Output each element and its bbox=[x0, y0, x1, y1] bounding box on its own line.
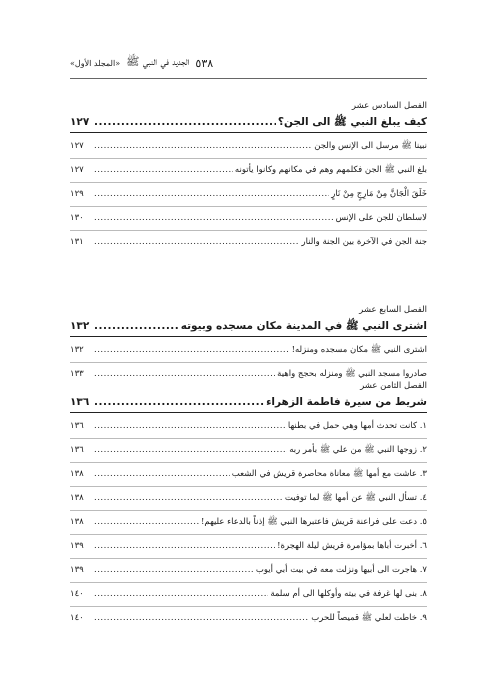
toc-entry-text: صادروا مسجد النبي ﷺ ومنزله بحجج واهية bbox=[277, 369, 427, 379]
toc-entry-text: ٧. هاجرت الى أبيها ونزلت معه في بيت أبي أيوب bbox=[255, 565, 427, 575]
toc-entry-page: ١٣١ bbox=[70, 237, 84, 247]
toc-entry-text: ٩. خاطت لعلي ﷺ قميصاً للحرب bbox=[311, 613, 427, 623]
dot-leader bbox=[94, 415, 286, 438]
dot-leader bbox=[94, 535, 275, 558]
dot-leader bbox=[94, 135, 312, 158]
dot-leader bbox=[94, 607, 309, 630]
toc-entry-page: ١٣٦ bbox=[70, 445, 84, 455]
toc-entry[interactable] bbox=[70, 207, 427, 231]
chapter-title[interactable] bbox=[70, 317, 427, 336]
toc-entry[interactable] bbox=[70, 135, 427, 159]
toc-entry-text: ٢. زوجها النبي ﷺ من علي ﷺ بأمر ربه bbox=[289, 445, 427, 455]
toc-entry-page: ١٢٧ bbox=[70, 141, 84, 151]
dot-leader bbox=[94, 487, 283, 510]
toc-entry[interactable] bbox=[70, 583, 427, 607]
toc-entry-page: ١٣٨ bbox=[70, 469, 84, 479]
header-book-title: الجديد في النبي ﷺ bbox=[126, 55, 190, 68]
dot-leader bbox=[94, 207, 334, 230]
toc-entry[interactable] bbox=[70, 183, 427, 207]
dot-leader bbox=[94, 113, 276, 132]
toc-entry-page: ١٤٠ bbox=[70, 613, 84, 623]
chapter-title-text: كيف يبلغ النبي ﷺ الى الجن؟ bbox=[277, 116, 427, 128]
toc-entry-text: ٤. تسأل النبي ﷺ عن أمها ﷺ لما توفيت bbox=[284, 493, 427, 503]
dot-leader bbox=[94, 183, 329, 206]
dot-leader bbox=[94, 511, 199, 534]
dot-leader bbox=[94, 439, 287, 462]
chapter-title-text: اشترى النبي ﷺ في المدينة مكان مسجده وبيوته bbox=[180, 320, 427, 332]
toc-entry-text: بلغ النبي ﷺ الجن فكلمهم وهم في مكانهم وكانوا يأتونه bbox=[234, 165, 427, 175]
toc-entry-page: ١٣٨ bbox=[70, 493, 84, 503]
dot-leader bbox=[94, 559, 254, 582]
toc-entry-text: لاسلطان للجن على الإنس bbox=[335, 213, 427, 223]
dot-leader bbox=[94, 317, 179, 336]
chapter-title[interactable] bbox=[70, 393, 427, 412]
toc-entry-page: ١٢٩ bbox=[70, 189, 84, 199]
running-header bbox=[70, 55, 427, 71]
header-divider bbox=[70, 78, 427, 79]
toc-entry-text: نبينا ﷺ مرسل الى الإنس والجن bbox=[314, 141, 427, 151]
toc-entry-page: ١٣٣ bbox=[70, 369, 84, 379]
dot-leader bbox=[94, 159, 233, 182]
dot-leader bbox=[94, 463, 230, 486]
toc-entry-text: خَلَقَ الْجَانَّ مِنْ مَارِجٍ مِنْ نَارٍ bbox=[331, 189, 427, 199]
toc-entry-page: ١٣٩ bbox=[70, 565, 84, 575]
chapter-title-page: ١٣٦ bbox=[70, 396, 90, 408]
chapter-title-text: شريط من سيرة فاطمة الزهراء bbox=[266, 396, 427, 408]
chapter-section bbox=[70, 100, 427, 254]
chapter-title-page: ١٣٢ bbox=[70, 320, 90, 332]
toc-entry-text: جنة الجن في الآخرة بين الجنة والنار bbox=[301, 237, 427, 247]
dot-leader bbox=[94, 583, 268, 606]
toc-entry-page: ١٣٢ bbox=[70, 345, 84, 355]
toc-entry-page: ١٣٦ bbox=[70, 421, 84, 431]
toc-entry[interactable] bbox=[70, 231, 427, 254]
toc-entry-text: ٥. دعت على فراعنة قريش فاعتبرها النبي ﷺ إذناً بالدعاء عليهم! bbox=[201, 517, 427, 527]
toc-entry[interactable] bbox=[70, 159, 427, 183]
dot-leader bbox=[94, 339, 290, 362]
toc-entry[interactable] bbox=[70, 511, 427, 535]
toc-entry[interactable] bbox=[70, 559, 427, 583]
toc-entry[interactable] bbox=[70, 487, 427, 511]
toc-entry-text: اشترى النبي ﷺ مكان مسجده ومنزله! bbox=[291, 345, 427, 355]
chapter-label: الفصل الثامن عشر bbox=[360, 381, 427, 391]
chapter-title-page: ١٢٧ bbox=[70, 116, 90, 128]
toc-entry-text: ١. كانت تحدث أمها وهي حمل في بطنها bbox=[287, 421, 427, 431]
toc-entry-text: ٦. أخبرت أباها بمؤامرة قريش ليلة الهجرة! bbox=[277, 541, 427, 551]
toc-entry-page: ١٣٨ bbox=[70, 517, 84, 527]
toc-entry-page: ١٢٧ bbox=[70, 165, 84, 175]
dot-leader bbox=[94, 231, 299, 254]
dot-leader bbox=[94, 393, 264, 412]
toc-entry[interactable] bbox=[70, 463, 427, 487]
header-volume: «المجلد الأول» bbox=[70, 58, 121, 68]
toc-entry-page: ١٣٩ bbox=[70, 541, 84, 551]
chapter-section bbox=[70, 304, 427, 386]
chapter-section bbox=[70, 380, 427, 630]
toc-entry[interactable] bbox=[70, 415, 427, 439]
chapter-label: الفصل السادس عشر bbox=[351, 101, 427, 111]
chapter-label: الفصل السابع عشر bbox=[359, 305, 427, 315]
toc-entry-page: ١٤٠ bbox=[70, 589, 84, 599]
toc-entry[interactable] bbox=[70, 439, 427, 463]
toc-entry-text: ٨. بنى لها غرفة في بيته وأوكلها الى أم سلمة bbox=[270, 589, 427, 599]
header-page-number: ٥٣٨ bbox=[195, 56, 214, 70]
toc-entry-text: ٣. عاشت مع أمها ﷺ معاناة محاصرة قريش في الشعب bbox=[231, 469, 427, 479]
toc-entry[interactable] bbox=[70, 607, 427, 630]
chapter-title[interactable] bbox=[70, 113, 427, 132]
toc-entry-page: ١٣٠ bbox=[70, 213, 84, 223]
toc-entry[interactable] bbox=[70, 535, 427, 559]
toc-entry[interactable] bbox=[70, 339, 427, 363]
